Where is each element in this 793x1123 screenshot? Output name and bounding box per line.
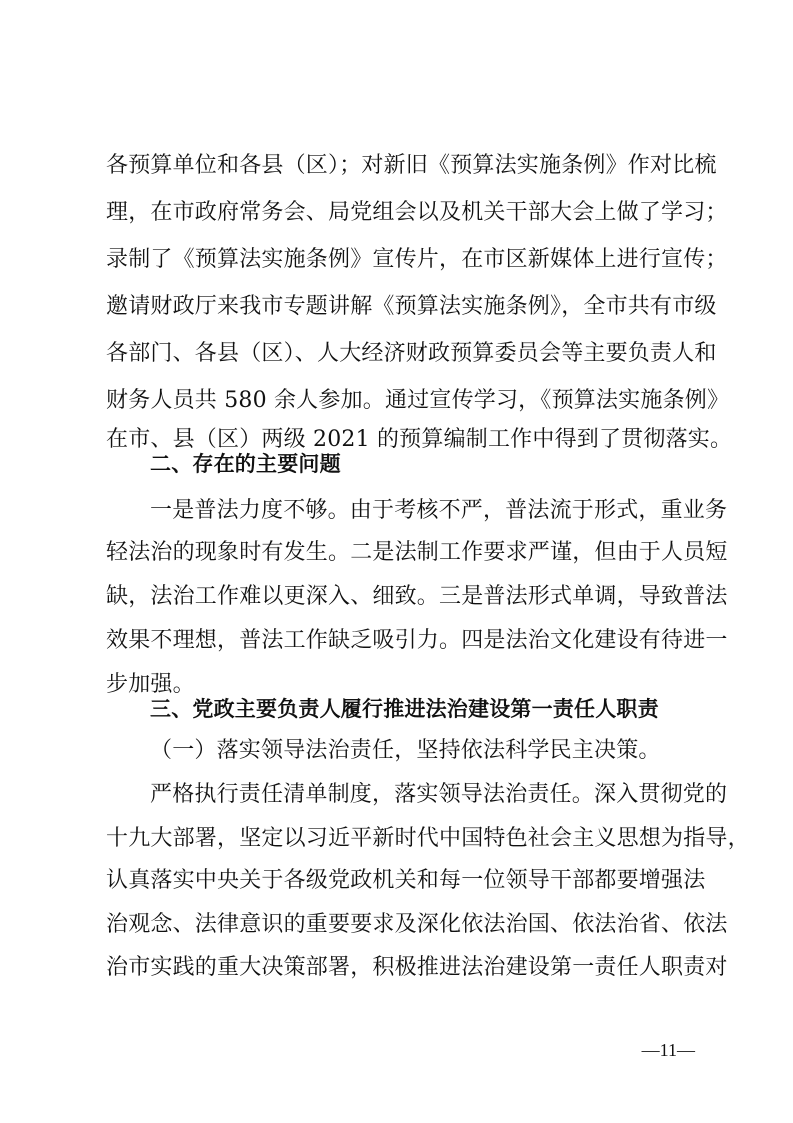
- section-heading: 三、党政主要负责人履行推进法治建设第一责任人职责: [150, 697, 659, 721]
- body-text-line: 邀请财政厅来我市专题讲解《预算法实施条例》，全市共有市级: [106, 294, 717, 319]
- body-text-line: 财务人员共 580 余人参加。通过宣传学习，《预算法实施条例》: [106, 388, 730, 413]
- paragraph-first-line: 一是普法力度不够。由于考核不严，普法流于形式，重业务: [150, 498, 728, 523]
- paragraph-first-line: 严格执行责任清单制度，落实领导法治责任。深入贯彻党的: [150, 782, 728, 807]
- subsection-heading: （一）落实领导法治责任，坚持依法科学民主决策。: [150, 738, 661, 763]
- body-text-line: 步加强。: [106, 672, 195, 697]
- body-text-line: 效果不理想，普法工作缺乏吸引力。四是法治文化建设有待进一: [106, 628, 728, 653]
- page-number: —11—: [641, 1040, 695, 1060]
- body-text-line: 治市实践的重大决策部署，积极推进法治建设第一责任人职责对: [106, 955, 728, 980]
- body-text-line: 各预算单位和各县（区）；对新旧《预算法实施条例》作对比梳: [106, 153, 717, 178]
- body-text-line: 治观念、法律意识的重要要求及深化依法治国、依法治省、依法: [106, 912, 728, 937]
- body-text-line: 缺，法治工作难以更深入、细致。三是普法形式单调，导致普法: [106, 584, 728, 609]
- body-text-line: 录制了《预算法实施条例》宣传片，在市区新媒体上进行宣传；: [106, 247, 728, 272]
- body-text-line: 认真落实中央关于各级党政机关和每一位领导干部都要增强法: [106, 868, 706, 893]
- body-text-line: 理，在市政府常务会、局党组会以及机关干部大会上做了学习；: [106, 200, 728, 225]
- body-text-line: 在市、县（区）两级 2021 的预算编制工作中得到了贯彻落实。: [106, 427, 733, 452]
- body-text-line: 轻法治的现象时有发生。二是法制工作要求严谨，但由于人员短: [106, 540, 728, 565]
- body-text-line: 各部门、各县（区）、人大经济财政预算委员会等主要负责人和: [106, 341, 717, 366]
- body-text-line: 十九大部署，坚定以习近平新时代中国特色社会主义思想为指导，: [106, 826, 750, 851]
- section-heading: 二、存在的主要问题: [150, 452, 341, 476]
